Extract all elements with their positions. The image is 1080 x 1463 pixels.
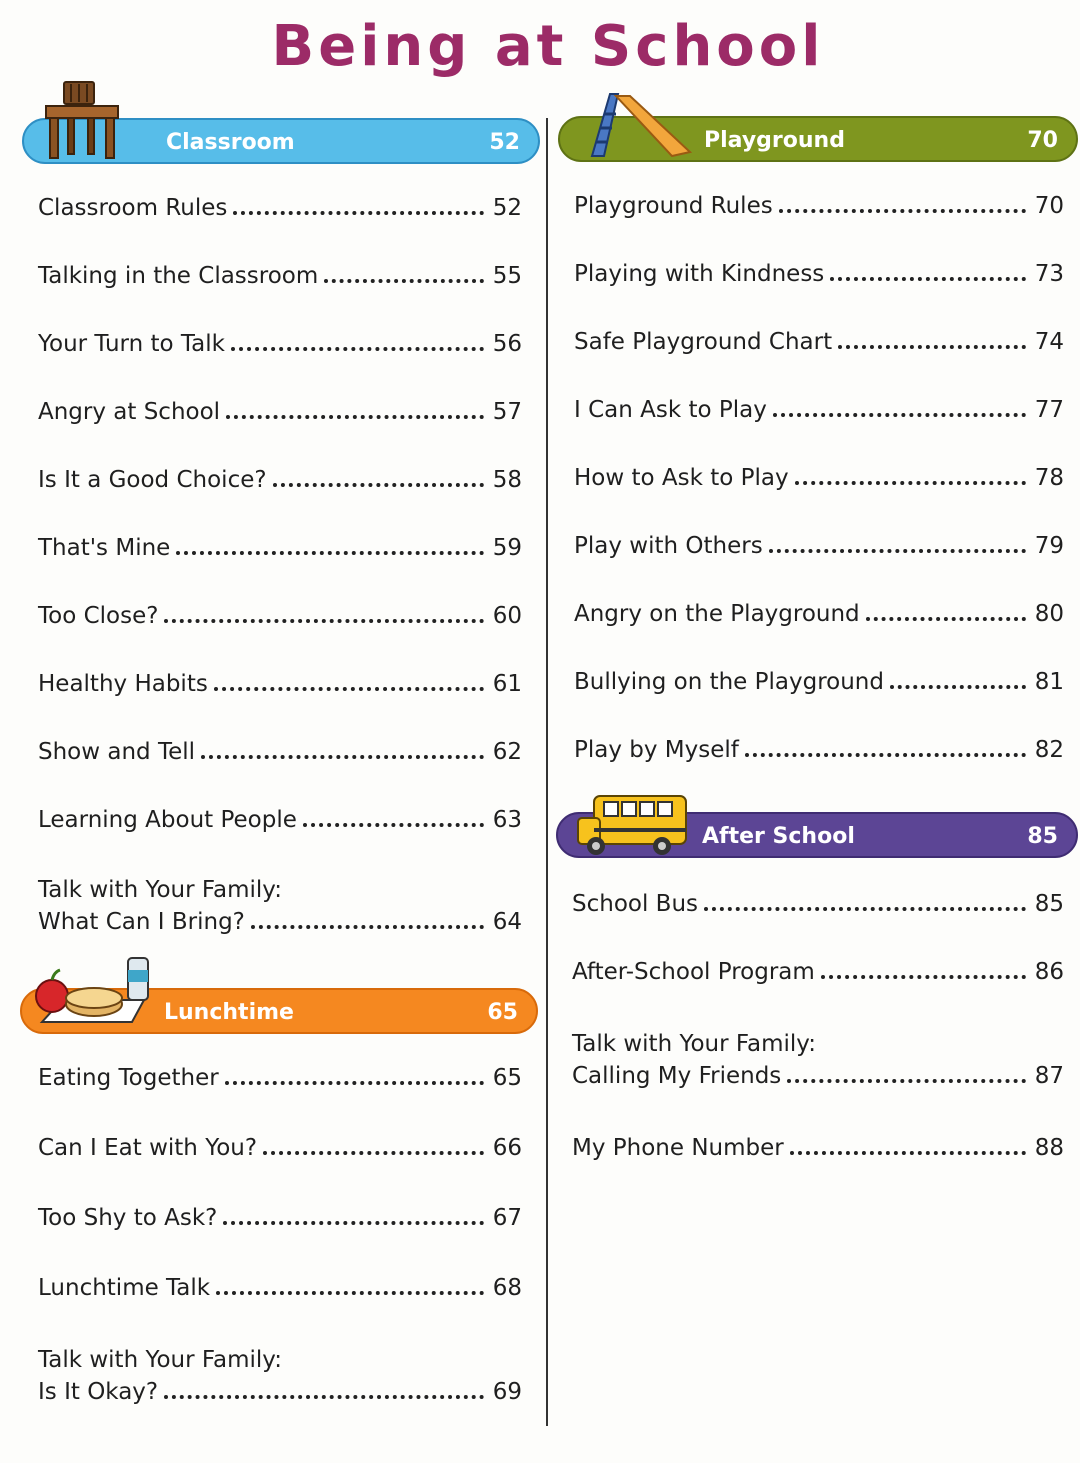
toc-entry[interactable] [38,328,522,360]
entry-label: Eating Together [38,1065,219,1091]
dot-leader [263,1151,484,1155]
toc-entry[interactable] [38,1272,522,1304]
entry-page: 73 [1034,261,1064,287]
entry-label: School Bus [572,891,699,917]
entry-page: 52 [492,195,522,221]
dot-leader [866,617,1026,621]
section-page-lunchtime: 65 [487,1000,518,1025]
toc-entry[interactable] [38,600,522,632]
toc-entry[interactable] [38,260,522,292]
entry-page: 63 [492,807,522,833]
entry-label: Classroom Rules [38,195,228,221]
entry-label: Is It Okay? [38,1379,159,1405]
toc-entry[interactable] [572,888,1064,920]
dot-leader [164,1395,484,1399]
entry-label: How to Ask to Play [574,465,789,491]
dot-leader [838,345,1026,349]
dot-leader [769,549,1026,553]
dot-leader [821,975,1026,979]
toc-entry[interactable] [38,192,522,224]
dot-leader [233,211,484,215]
entry-page: 88 [1034,1135,1064,1161]
school-bus-icon [574,792,690,860]
toc-entry[interactable] [574,530,1064,562]
entry-page: 56 [492,331,522,357]
entry-label: After-School Program [572,959,815,985]
toc-entry[interactable] [38,874,522,938]
dot-leader [303,823,484,827]
entry-label: What Can I Bring? [38,909,245,935]
toc-entry[interactable] [38,1202,522,1234]
toc-entry[interactable] [574,666,1064,698]
toc-entry[interactable] [574,734,1064,766]
dot-leader [214,687,484,691]
entry-label: Can I Eat with You? [38,1135,258,1161]
entry-page: 58 [492,467,522,493]
entry-page: 69 [492,1379,522,1405]
toc-entry[interactable] [572,956,1064,988]
dot-leader [251,925,484,929]
toc-entry[interactable] [38,1344,522,1408]
entry-page: 87 [1034,1063,1064,1089]
entry-label: Too Close? [38,603,159,629]
dot-leader [773,413,1026,417]
dot-leader [223,1221,484,1225]
dot-leader [225,1081,484,1085]
entry-label: Play by Myself [574,737,739,763]
entry-label: Play with Others [574,533,763,559]
section-page-playground: 70 [1027,128,1058,153]
lunch-icon [32,952,152,1028]
section-title-playground: Playground [704,128,845,153]
toc-entry[interactable] [38,396,522,428]
dot-leader [704,907,1026,911]
entry-label: That's Mine [38,535,171,561]
entry-page: 68 [492,1275,522,1301]
toc-entry[interactable] [574,258,1064,290]
entry-label: Angry at School [38,399,221,425]
toc-entry[interactable] [38,1062,522,1094]
entry-page: 66 [492,1135,522,1161]
dot-leader [324,279,484,283]
dot-leader [231,347,484,351]
toc-entry[interactable] [38,464,522,496]
entry-label-line1: Talk with Your Family: [38,877,282,903]
entry-page: 64 [492,909,522,935]
entry-label: Healthy Habits [38,671,208,697]
entry-page: 85 [1034,891,1064,917]
toc-entry[interactable] [572,1028,1064,1092]
dot-leader [164,619,484,623]
entry-label: Too Shy to Ask? [38,1205,218,1231]
toc-entry[interactable] [38,668,522,700]
entry-label: Angry on the Playground [574,601,860,627]
entry-label: Playing with Kindness [574,261,825,287]
section-title-after-school: After School [702,824,855,849]
entry-page: 74 [1034,329,1064,355]
dot-leader [890,685,1026,689]
toc-entry[interactable] [574,598,1064,630]
dot-leader [273,483,484,487]
entry-label: Playground Rules [574,193,773,219]
entry-page: 55 [492,263,522,289]
dot-leader [226,415,484,419]
entry-page: 82 [1034,737,1064,763]
entry-label: Bullying on the Playground [574,669,884,695]
entry-label-line1: Talk with Your Family: [38,1347,282,1373]
entry-page: 78 [1034,465,1064,491]
entry-label: My Phone Number [572,1135,784,1161]
entry-page: 86 [1034,959,1064,985]
toc-entry[interactable] [572,1132,1064,1164]
dot-leader [795,481,1026,485]
entry-label: Lunchtime Talk [38,1275,211,1301]
dot-leader [216,1291,484,1295]
slide-icon [582,90,694,160]
toc-entry[interactable] [38,736,522,768]
section-title-classroom: Classroom [166,130,295,155]
page-title: Being at School [271,14,825,79]
toc-entry[interactable] [38,532,522,564]
dot-leader [830,277,1026,281]
toc-entry[interactable] [38,804,522,836]
entry-label: Talking in the Classroom [38,263,319,289]
entry-label-line1: Talk with Your Family: [572,1031,816,1057]
chair-desk-icon [44,80,120,160]
entry-page: 60 [492,603,522,629]
toc-entry[interactable] [38,1132,522,1164]
dot-leader [201,755,484,759]
entry-label: Calling My Friends [572,1063,782,1089]
entry-page: 79 [1034,533,1064,559]
entry-page: 59 [492,535,522,561]
dot-leader [779,209,1026,213]
entry-label: I Can Ask to Play [574,397,767,423]
section-title-lunchtime: Lunchtime [164,1000,294,1025]
column-divider [546,118,548,1426]
entry-page: 81 [1034,669,1064,695]
toc-entry[interactable] [574,394,1064,426]
dot-leader [176,551,484,555]
section-page-after-school: 85 [1027,824,1058,849]
entry-page: 62 [492,739,522,765]
entry-label: Your Turn to Talk [38,331,225,357]
entry-page: 80 [1034,601,1064,627]
entry-page: 61 [492,671,522,697]
entry-page: 77 [1034,397,1064,423]
section-page-classroom: 52 [489,130,520,155]
entry-page: 70 [1034,193,1064,219]
entry-page: 65 [492,1065,522,1091]
dot-leader [787,1079,1026,1083]
entry-label: Learning About People [38,807,297,833]
toc-entry[interactable] [574,190,1064,222]
toc-entry[interactable] [574,462,1064,494]
entry-label: Is It a Good Choice? [38,467,267,493]
toc-entry[interactable] [574,326,1064,358]
entry-page: 67 [492,1205,522,1231]
entry-label: Safe Playground Chart [574,329,833,355]
dot-leader [745,753,1026,757]
dot-leader [790,1151,1026,1155]
entry-label: Show and Tell [38,739,196,765]
entry-page: 57 [492,399,522,425]
